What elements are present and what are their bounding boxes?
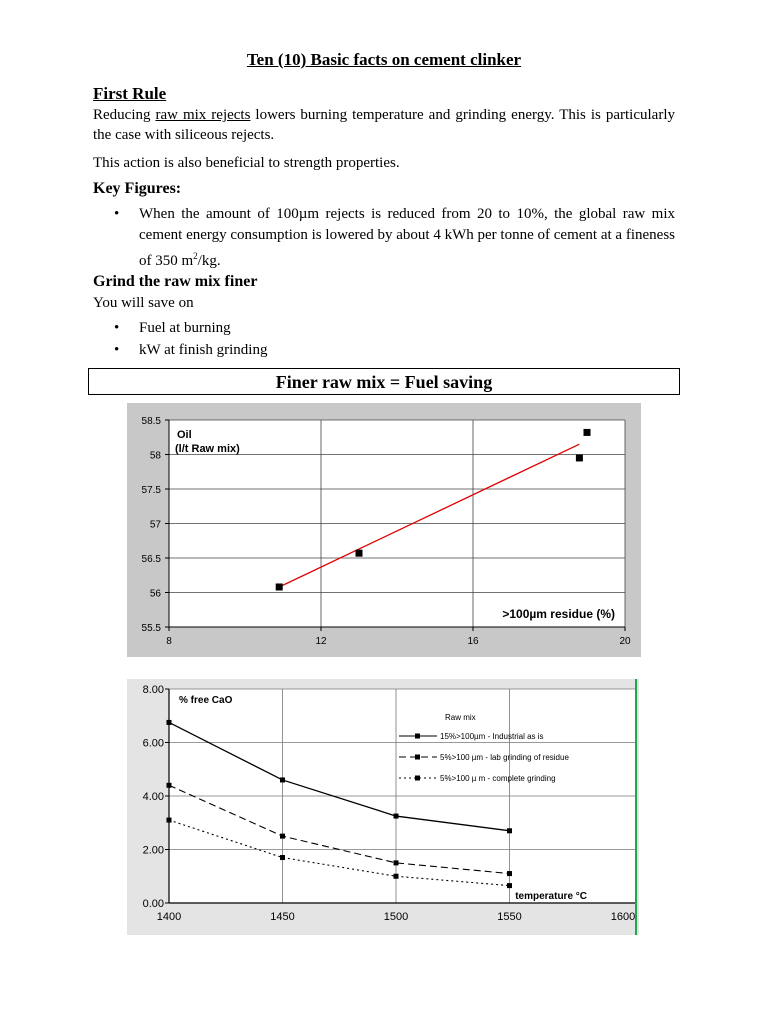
key-figures-list — [93, 204, 675, 272]
y-axis-label: % free CaO — [179, 695, 233, 706]
paragraph-strength: This action is also beneficial to strength properties. — [93, 155, 400, 171]
x-axis-label: temperature °C — [515, 891, 587, 902]
data-point — [394, 814, 399, 819]
x-tick-label: 12 — [315, 636, 327, 647]
y-tick-label: 56.5 — [141, 554, 161, 565]
x-axis-label: >100µm residue (%) — [502, 607, 615, 621]
save-list — [93, 317, 675, 361]
data-point — [507, 871, 512, 876]
fuel-saving-box-heading: Finer raw mix = Fuel saving — [88, 368, 680, 395]
legend-label: 5%>100 µm - lab grinding of residue — [440, 753, 569, 762]
x-tick-label: 1550 — [497, 911, 522, 923]
grind-heading: Grind the raw mix finer — [93, 273, 258, 290]
oil-residue-chart — [127, 403, 641, 657]
data-point — [394, 860, 399, 865]
bullet-icon: • — [114, 342, 120, 358]
legend-label: 5%>100 µ m - complete grinding — [440, 774, 556, 783]
data-point — [167, 818, 172, 823]
x-tick-label: 16 — [467, 636, 479, 647]
data-point — [584, 429, 591, 436]
y-tick-label: 0.00 — [142, 898, 164, 910]
list-item — [93, 317, 675, 339]
data-point — [507, 828, 512, 833]
x-tick-label: 1600 — [610, 911, 636, 923]
data-point — [394, 874, 399, 879]
y-axis-label-line2: (l/t Raw mix) — [175, 443, 240, 455]
legend-marker — [415, 734, 420, 739]
y-tick-label: 56 — [149, 588, 161, 600]
para1-text-before: Reducing — [93, 107, 156, 123]
data-point — [167, 720, 172, 725]
section-heading: First Rule — [93, 84, 167, 103]
legend-marker — [415, 755, 420, 760]
save-intro: You will save on — [93, 295, 194, 311]
y-tick-label: 58.5 — [141, 416, 161, 427]
bullet-icon: • — [114, 206, 120, 222]
paragraph-rejects — [93, 105, 675, 145]
y-axis-label-line1: Oil — [177, 429, 192, 441]
x-tick-label: 8 — [166, 636, 172, 647]
key-figure-text: When the amount of 100µm rejects is reduced from 20 to 10%, the global raw mix cement energy consumption is lowered by about 4 kWh per tonne of cement at a fineness of 350 m — [139, 206, 675, 269]
x-tick-label: 1400 — [156, 911, 182, 923]
legend-title: Raw mix — [445, 713, 476, 722]
y-tick-label: 58 — [149, 450, 161, 462]
y-tick-label: 2.00 — [142, 844, 164, 857]
data-point — [280, 834, 285, 839]
data-point — [276, 583, 283, 590]
data-point — [356, 550, 363, 557]
y-tick-label: 8.00 — [142, 684, 164, 696]
save-item-fuel: Fuel at burning — [139, 320, 231, 336]
legend-marker — [415, 776, 420, 781]
para1-text-after: lowers burning temperature and grinding energy. This is particularly the case with siliceous rejects. — [93, 107, 675, 143]
superscript-two: 2 — [193, 251, 198, 261]
x-tick-label: 1500 — [383, 911, 409, 923]
list-item — [93, 204, 675, 272]
document-title: Ten (10) Basic facts on cement clinker — [246, 50, 522, 69]
x-tick-label: 20 — [619, 636, 631, 647]
bullet-icon: • — [114, 320, 120, 336]
data-point — [280, 855, 285, 860]
free-cao-chart — [127, 679, 639, 935]
data-point — [167, 783, 172, 788]
y-tick-label: 6.00 — [142, 737, 164, 750]
list-item — [93, 339, 675, 361]
y-tick-label: 55.5 — [141, 623, 161, 634]
x-tick-label: 1450 — [270, 911, 295, 923]
y-tick-label: 4.00 — [142, 791, 164, 803]
y-tick-label: 57 — [149, 519, 161, 531]
data-point — [507, 883, 512, 888]
data-point — [280, 777, 285, 782]
key-figures-heading: Key Figures: — [93, 180, 182, 197]
y-tick-label: 57.5 — [141, 485, 161, 496]
key-figure-unit: /kg. — [197, 253, 221, 269]
raw-mix-rejects-link[interactable]: raw mix rejects — [155, 107, 251, 123]
data-point — [576, 454, 583, 461]
save-item-kw: kW at finish grinding — [139, 342, 268, 358]
legend-label: 15%>100µm - Industrial as is — [440, 732, 544, 741]
